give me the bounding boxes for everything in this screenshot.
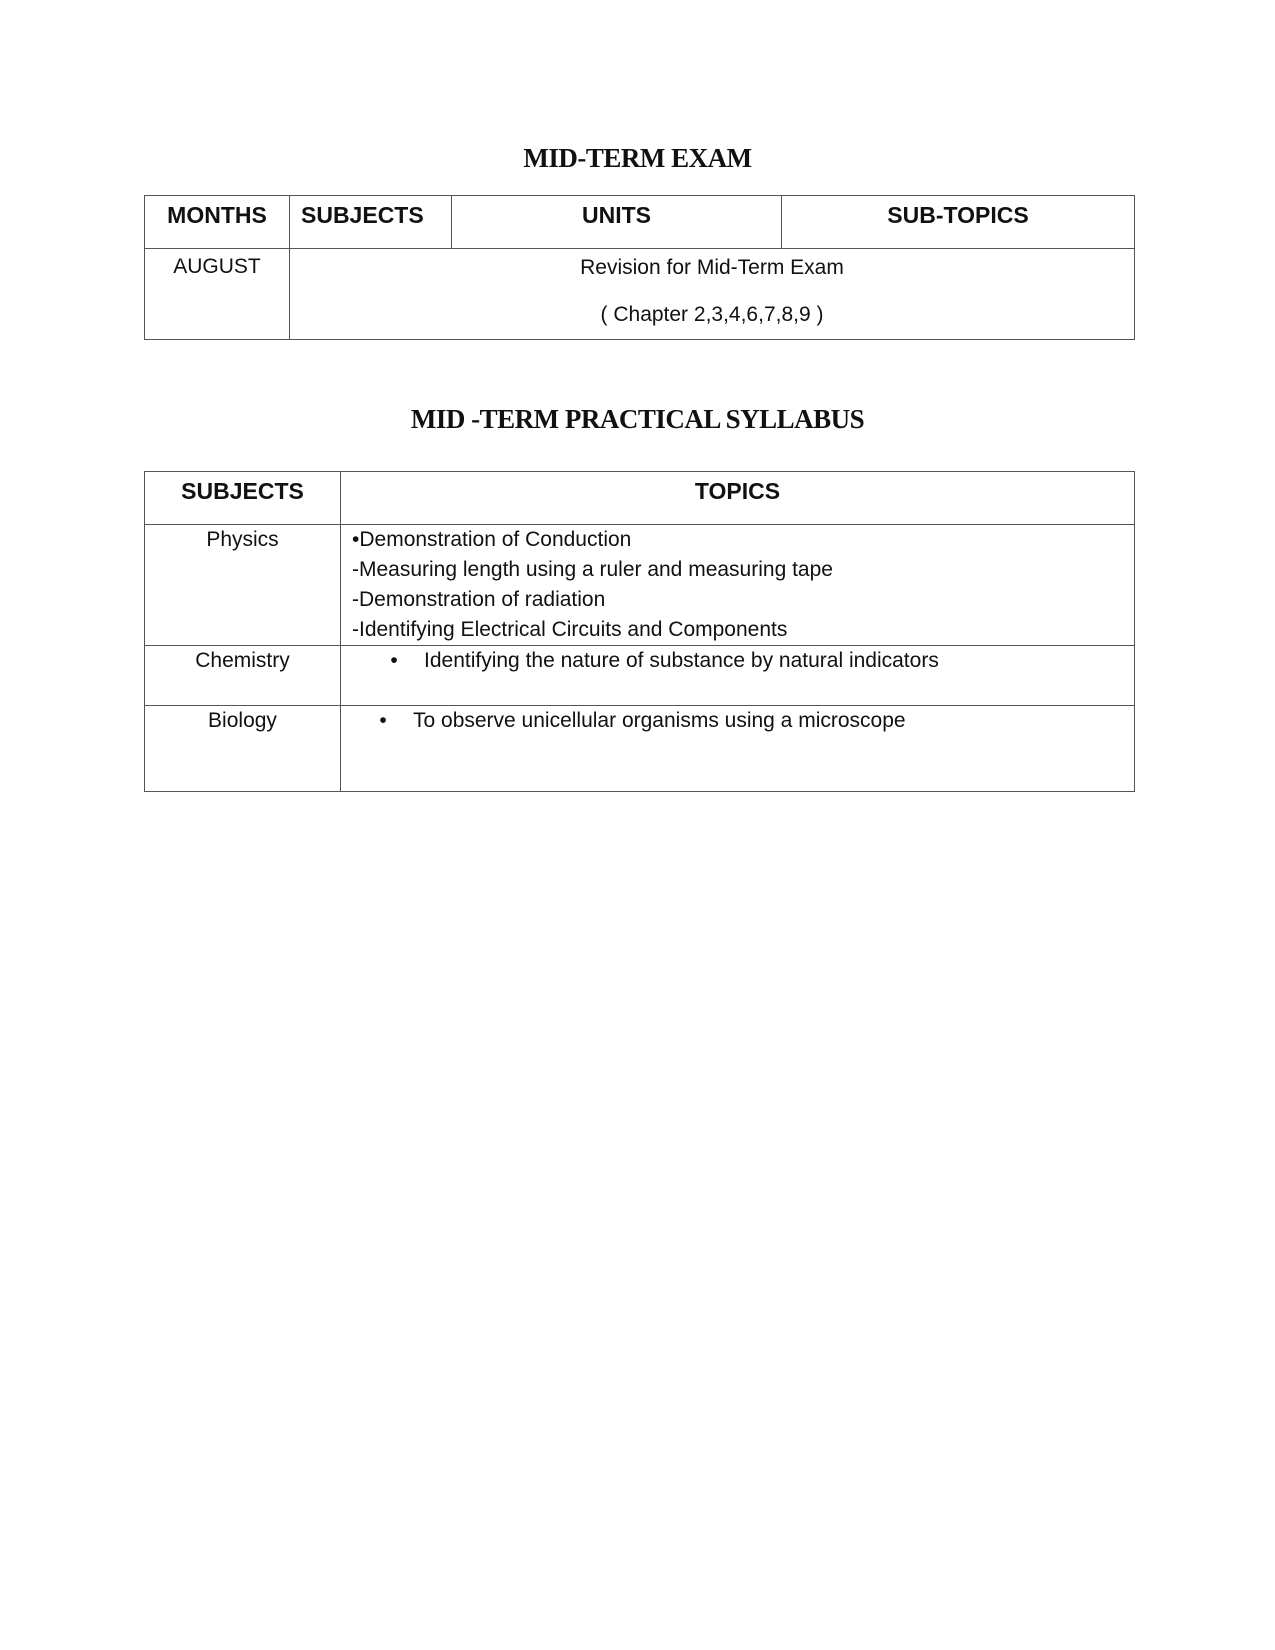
table-row xyxy=(145,525,1135,646)
header-topics: TOPICS xyxy=(341,472,1135,525)
table-row xyxy=(145,706,1135,792)
chapters-text: ( Chapter 2,3,4,6,7,8,9 ) xyxy=(600,303,824,326)
practical-table xyxy=(144,471,1135,792)
topic-item: -Demonstration of radiation xyxy=(352,588,606,611)
revision-text: Revision for Mid-Term Exam xyxy=(580,256,844,279)
biology-topics xyxy=(341,706,1135,792)
topic-text: Identifying the nature of substance by natural indicators xyxy=(424,649,939,672)
topic-item xyxy=(367,709,1134,733)
header-months: MONTHS xyxy=(145,196,290,249)
exam-header-row xyxy=(145,196,1135,249)
header-subjects: SUBJECTS xyxy=(290,196,452,249)
topic-item: •Demonstration of Conduction xyxy=(352,528,632,551)
physics-topics xyxy=(341,525,1135,646)
subject-biology: Biology xyxy=(145,706,341,792)
practical-header-row xyxy=(145,472,1135,525)
bullet-icon: • xyxy=(379,709,387,732)
subject-chemistry: Chemistry xyxy=(145,646,341,706)
table-row xyxy=(145,249,1135,340)
header-sub-topics: SUB-TOPICS xyxy=(782,196,1135,249)
exam-table xyxy=(144,195,1135,340)
practical-title: MID -TERM PRACTICAL SYLLABUS xyxy=(410,404,865,434)
exam-title: MID-TERM EXAM xyxy=(523,143,752,173)
chemistry-topics xyxy=(341,646,1135,706)
header-subjects: SUBJECTS xyxy=(145,472,341,525)
topic-item: -Measuring length using a ruler and measuring tape xyxy=(352,558,833,581)
topic-item: -Identifying Electrical Circuits and Components xyxy=(352,618,788,641)
topic-item xyxy=(378,649,1134,673)
month-cell: AUGUST xyxy=(145,249,290,340)
topic-text: To observe unicellular organisms using a microscope xyxy=(413,709,906,732)
bullet-icon: • xyxy=(390,649,398,672)
subject-physics: Physics xyxy=(145,525,341,646)
table-row xyxy=(145,646,1135,706)
revision-cell xyxy=(290,249,1135,340)
header-units: UNITS xyxy=(452,196,782,249)
